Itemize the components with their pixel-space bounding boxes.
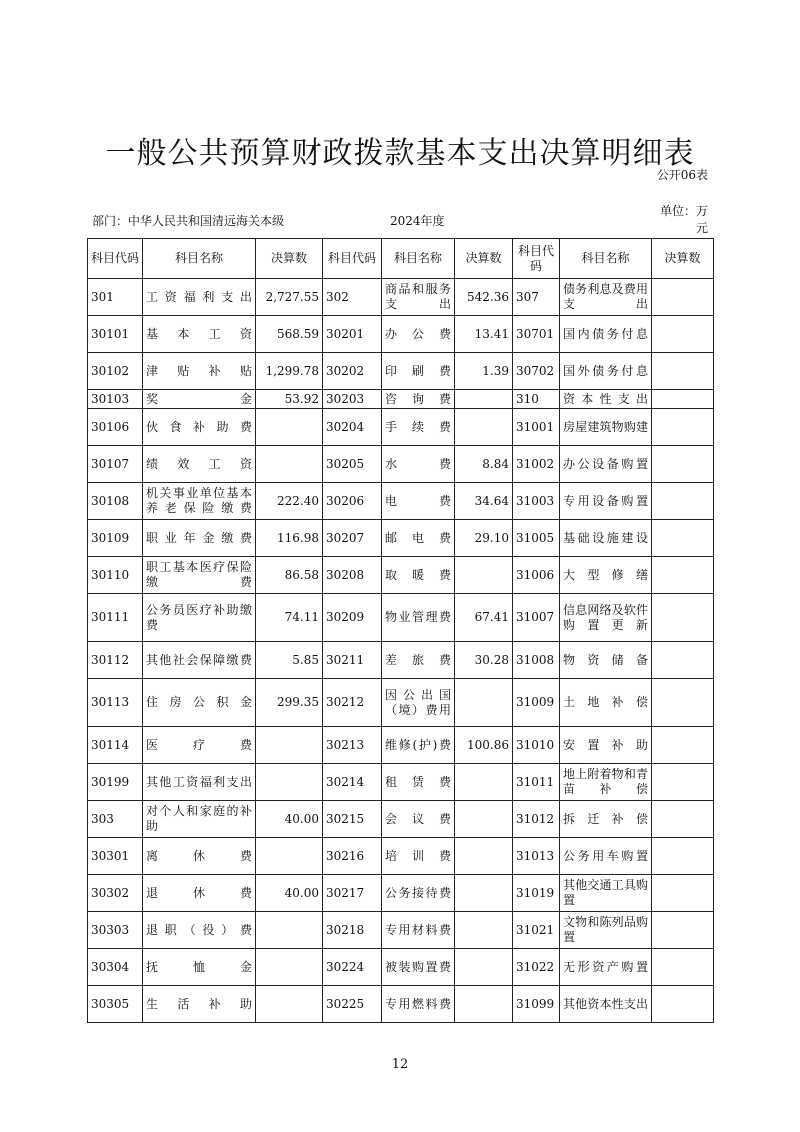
table-row (88, 986, 714, 1023)
item-code-cell: 31099 (513, 986, 560, 1023)
item-code-cell: 31019 (513, 875, 560, 912)
column-header: 科目名称 (143, 239, 256, 279)
item-code-cell: 30209 (323, 594, 382, 642)
item-code-cell: 31006 (513, 557, 560, 594)
amount-cell (455, 875, 513, 912)
item-code-cell: 30199 (88, 764, 143, 801)
item-code-cell: 31002 (513, 446, 560, 483)
item-code-cell: 30111 (88, 594, 143, 642)
item-name-cell: 物资储备 (560, 642, 652, 679)
item-code-cell: 30108 (88, 483, 143, 520)
amount-cell (455, 801, 513, 838)
amount-cell (455, 912, 513, 949)
amount-cell (256, 949, 323, 986)
amount-cell (652, 390, 714, 409)
item-name-cell: 因公出国（境）费用 (382, 679, 455, 727)
item-code-cell: 30304 (88, 949, 143, 986)
amount-cell (652, 353, 714, 390)
amount-cell (652, 642, 714, 679)
amount-cell: 30.28 (455, 642, 513, 679)
item-code-cell: 30225 (323, 986, 382, 1023)
amount-cell: 568.59 (256, 316, 323, 353)
item-code-cell: 303 (88, 801, 143, 838)
item-code-cell: 30701 (513, 316, 560, 353)
item-code-cell: 30113 (88, 679, 143, 727)
item-code-cell: 30107 (88, 446, 143, 483)
item-name-cell: 被装购置费 (382, 949, 455, 986)
item-code-cell: 31009 (513, 679, 560, 727)
amount-cell (652, 520, 714, 557)
item-name-cell: 住房公积金 (143, 679, 256, 727)
item-code-cell: 307 (513, 279, 560, 316)
form-code: 公开06表 (656, 168, 708, 182)
item-name-cell: 文物和陈列品购置 (560, 912, 652, 949)
item-name-cell: 手续费 (382, 409, 455, 446)
column-header: 科目代码 (88, 239, 143, 279)
item-name-cell: 专用燃料费 (382, 986, 455, 1023)
amount-cell (455, 838, 513, 875)
amount-cell: 8.84 (455, 446, 513, 483)
item-code-cell: 30201 (323, 316, 382, 353)
item-name-cell: 专用设备购置 (560, 483, 652, 520)
item-code-cell: 30212 (323, 679, 382, 727)
column-header: 科目名称 (560, 239, 652, 279)
amount-cell: 116.98 (256, 520, 323, 557)
amount-cell (652, 727, 714, 764)
item-code-cell: 30214 (323, 764, 382, 801)
item-code-cell: 30204 (323, 409, 382, 446)
amount-cell (256, 446, 323, 483)
item-code-cell: 30103 (88, 390, 143, 409)
item-name-cell: 职业年金缴费 (143, 520, 256, 557)
item-name-cell: 生活补助 (143, 986, 256, 1023)
item-name-cell: 退休费 (143, 875, 256, 912)
item-code-cell: 31010 (513, 727, 560, 764)
column-header: 科目代码 (513, 239, 560, 279)
item-name-cell: 办公设备购置 (560, 446, 652, 483)
item-code-cell: 31007 (513, 594, 560, 642)
amount-cell: 1.39 (455, 353, 513, 390)
item-name-cell: 无形资产购置 (560, 949, 652, 986)
table-row (88, 642, 714, 679)
table-row (88, 557, 714, 594)
amount-cell (652, 875, 714, 912)
item-code-cell: 30207 (323, 520, 382, 557)
item-name-cell: 专用材料费 (382, 912, 455, 949)
amount-cell: 13.41 (455, 316, 513, 353)
item-code-cell: 30218 (323, 912, 382, 949)
table-row (88, 679, 714, 727)
amount-cell (652, 764, 714, 801)
column-header: 决算数 (652, 239, 714, 279)
item-name-cell: 绩效工资 (143, 446, 256, 483)
amount-cell (455, 764, 513, 801)
item-code-cell: 31011 (513, 764, 560, 801)
amount-cell (652, 594, 714, 642)
item-code-cell: 30109 (88, 520, 143, 557)
item-name-cell: 其他社会保障缴费 (143, 642, 256, 679)
item-code-cell: 30303 (88, 912, 143, 949)
item-name-cell: 抚恤金 (143, 949, 256, 986)
table-row (88, 279, 714, 316)
item-name-cell: 培训费 (382, 838, 455, 875)
amount-cell: 222.40 (256, 483, 323, 520)
table-row (88, 446, 714, 483)
column-header: 决算数 (256, 239, 323, 279)
amount-cell: 29.10 (455, 520, 513, 557)
item-name-cell: 商品和服务支出 (382, 279, 455, 316)
item-name-cell: 电费 (382, 483, 455, 520)
item-code-cell: 31001 (513, 409, 560, 446)
item-code-cell: 30203 (323, 390, 382, 409)
amount-cell: 299.35 (256, 679, 323, 727)
item-code-cell: 30114 (88, 727, 143, 764)
item-code-cell: 30224 (323, 949, 382, 986)
amount-cell: 86.58 (256, 557, 323, 594)
item-code-cell: 301 (88, 279, 143, 316)
amount-cell: 100.86 (455, 727, 513, 764)
item-name-cell: 其他交通工具购置 (560, 875, 652, 912)
item-code-cell: 30211 (323, 642, 382, 679)
amount-cell (652, 446, 714, 483)
table-row (88, 483, 714, 520)
table-row (88, 353, 714, 390)
item-code-cell: 30205 (323, 446, 382, 483)
item-code-cell: 30206 (323, 483, 382, 520)
table-row (88, 727, 714, 764)
amount-cell (652, 557, 714, 594)
item-name-cell: 债务利息及费用支出 (560, 279, 652, 316)
amount-cell (652, 949, 714, 986)
item-name-cell: 基本工资 (143, 316, 256, 353)
item-name-cell: 职工基本医疗保险缴费 (143, 557, 256, 594)
item-name-cell: 拆迁补偿 (560, 801, 652, 838)
item-name-cell: 国内债务付息 (560, 316, 652, 353)
table-row (88, 764, 714, 801)
header-row (88, 239, 714, 279)
amount-cell (256, 409, 323, 446)
amount-cell (652, 838, 714, 875)
amount-cell: 74.11 (256, 594, 323, 642)
item-code-cell: 30305 (88, 986, 143, 1023)
amount-cell (256, 912, 323, 949)
page-number: 12 (391, 1057, 409, 1072)
amount-cell (652, 316, 714, 353)
table-row (88, 838, 714, 875)
table-row (88, 520, 714, 557)
amount-cell (652, 483, 714, 520)
item-code-cell: 30301 (88, 838, 143, 875)
table-row (88, 949, 714, 986)
item-name-cell: 离休费 (143, 838, 256, 875)
item-name-cell: 安置补助 (560, 727, 652, 764)
item-name-cell: 差旅费 (382, 642, 455, 679)
item-name-cell: 医疗费 (143, 727, 256, 764)
amount-cell: 40.00 (256, 875, 323, 912)
item-name-cell: 基础设施建设 (560, 520, 652, 557)
column-header: 科目代码 (323, 239, 382, 279)
item-code-cell: 30202 (323, 353, 382, 390)
item-code-cell: 30217 (323, 875, 382, 912)
item-name-cell: 地上附着物和青苗补偿 (560, 764, 652, 801)
item-name-cell: 奖金 (143, 390, 256, 409)
item-name-cell: 公务员医疗补助缴费 (143, 594, 256, 642)
department-label: 部门：中华人民共和国清远海关本级 (92, 214, 285, 228)
item-name-cell: 伙食补助费 (143, 409, 256, 446)
item-name-cell: 津贴补贴 (143, 353, 256, 390)
amount-cell (652, 279, 714, 316)
item-code-cell: 31021 (513, 912, 560, 949)
item-code-cell: 30216 (323, 838, 382, 875)
item-name-cell: 其他工资福利支出 (143, 764, 256, 801)
amount-cell: 2,727.55 (256, 279, 323, 316)
item-name-cell: 信息网络及软件购置更新 (560, 594, 652, 642)
item-name-cell: 咨询费 (382, 390, 455, 409)
item-name-cell: 水费 (382, 446, 455, 483)
item-name-cell: 其他资本性支出 (560, 986, 652, 1023)
amount-cell (652, 801, 714, 838)
item-code-cell: 30215 (323, 801, 382, 838)
item-name-cell: 对个人和家庭的补助 (143, 801, 256, 838)
amount-cell: 34.64 (455, 483, 513, 520)
item-code-cell: 30702 (513, 353, 560, 390)
column-header: 科目名称 (382, 239, 455, 279)
amount-cell: 5.85 (256, 642, 323, 679)
item-name-cell: 会议费 (382, 801, 455, 838)
item-code-cell: 30102 (88, 353, 143, 390)
amount-cell: 542.36 (455, 279, 513, 316)
item-name-cell: 机关事业单位基本养老保险缴费 (143, 483, 256, 520)
item-name-cell: 退职（役）费 (143, 912, 256, 949)
item-code-cell: 30110 (88, 557, 143, 594)
item-code-cell: 30101 (88, 316, 143, 353)
item-name-cell: 公务接待费 (382, 875, 455, 912)
item-code-cell: 30112 (88, 642, 143, 679)
amount-cell (256, 764, 323, 801)
amount-cell (455, 557, 513, 594)
item-name-cell: 公务用车购置 (560, 838, 652, 875)
amount-cell (455, 390, 513, 409)
expenditure-table (87, 238, 714, 1023)
item-code-cell: 30213 (323, 727, 382, 764)
amount-cell (455, 949, 513, 986)
item-name-cell: 办公费 (382, 316, 455, 353)
item-code-cell: 30106 (88, 409, 143, 446)
amount-cell: 40.00 (256, 801, 323, 838)
amount-cell (455, 679, 513, 727)
item-name-cell: 印刷费 (382, 353, 455, 390)
amount-cell (455, 986, 513, 1023)
item-code-cell: 302 (323, 279, 382, 316)
item-code-cell: 31005 (513, 520, 560, 557)
year-label: 2024年度 (390, 214, 445, 228)
table-row (88, 409, 714, 446)
amount-cell: 1,299.78 (256, 353, 323, 390)
table-row (88, 912, 714, 949)
page-title: 一般公共预算财政拨款基本支出决算明细表 (105, 136, 695, 171)
amount-cell (652, 912, 714, 949)
item-name-cell: 国外债务付息 (560, 353, 652, 390)
amount-cell (256, 986, 323, 1023)
item-name-cell: 土地补偿 (560, 679, 652, 727)
table-row (88, 390, 714, 409)
item-code-cell: 31022 (513, 949, 560, 986)
amount-cell: 67.41 (455, 594, 513, 642)
item-name-cell: 维修(护)费 (382, 727, 455, 764)
item-code-cell: 31008 (513, 642, 560, 679)
table-row (88, 875, 714, 912)
amount-cell: 53.92 (256, 390, 323, 409)
item-name-cell: 资本性支出 (560, 390, 652, 409)
item-name-cell: 取暖费 (382, 557, 455, 594)
item-name-cell: 邮电费 (382, 520, 455, 557)
table-row (88, 801, 714, 838)
amount-cell (256, 838, 323, 875)
item-code-cell: 31003 (513, 483, 560, 520)
table-row (88, 594, 714, 642)
item-code-cell: 30208 (323, 557, 382, 594)
item-name-cell: 租赁费 (382, 764, 455, 801)
item-name-cell: 物业管理费 (382, 594, 455, 642)
item-name-cell: 工资福利支出 (143, 279, 256, 316)
item-code-cell: 30302 (88, 875, 143, 912)
amount-cell (455, 409, 513, 446)
item-code-cell: 31013 (513, 838, 560, 875)
item-code-cell: 31012 (513, 801, 560, 838)
amount-cell (652, 986, 714, 1023)
item-name-cell: 房屋建筑物购建 (560, 409, 652, 446)
item-name-cell: 大型修缮 (560, 557, 652, 594)
column-header: 决算数 (455, 239, 513, 279)
amount-cell (652, 679, 714, 727)
amount-cell (652, 409, 714, 446)
unit-label: 单位：万元 (659, 204, 708, 235)
amount-cell (256, 727, 323, 764)
table-row (88, 316, 714, 353)
item-code-cell: 310 (513, 390, 560, 409)
